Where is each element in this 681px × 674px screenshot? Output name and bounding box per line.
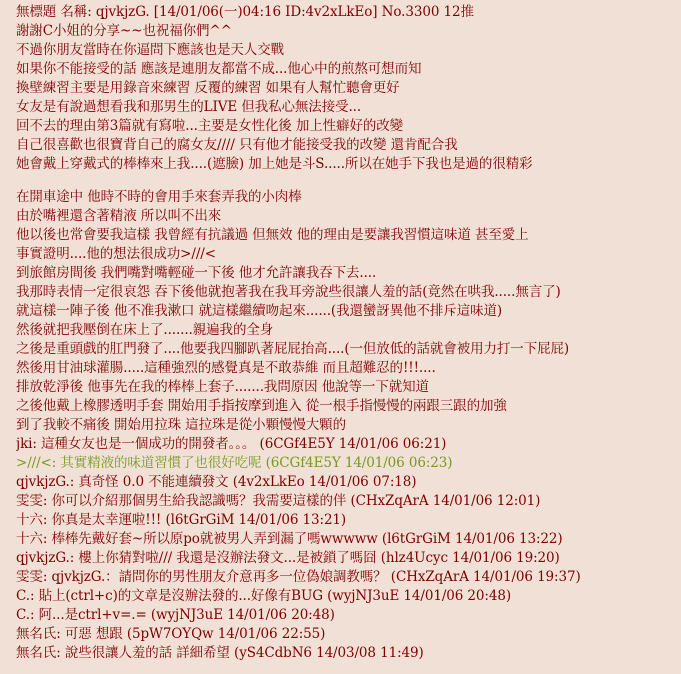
push-reply [16,587,675,606]
push-reply [16,492,675,511]
push-reply-meta: (CHxZqArA 14/01/06 12:01) [350,493,541,509]
post-body-line: 換壁練習主要是用錄音來練習 反覆的練習 如果有人幫忙聽會更好 [16,80,400,96]
post-body-line: 在開車途中 他時不時的會用手來套弄我的小肉棒 [16,189,302,205]
push-reply [16,511,675,530]
push-reply-author: jki [16,436,33,452]
push-reply-text: 可惡 想跟 [64,626,123,642]
push-reply-text: 棒棒先戴好套~所以原po就被男人弄到漏了嗎wwwww [51,531,378,547]
push-reply-text: 說些很讓人羞的話 詳細希望 [64,645,230,661]
push-reply-meta: (6CGf4E5Y 14/01/06 06:21) [259,436,447,452]
push-reply-author: qjvkjzG. [16,550,70,566]
push-reply-separator: : [29,588,39,604]
push-reply-text: 阿...是ctrl+v=.= [38,607,147,623]
push-reply-separator: : [42,512,52,528]
post-subject: 無標題 [16,4,57,20]
push-reply-separator: : [69,474,79,490]
post-header [16,2,675,22]
push-reply [16,454,675,473]
push-reply-meta: (l6tGrGiM 14/01/06 13:22) [381,531,563,547]
push-reply-separator: : [42,531,52,547]
post-body-line: 到旅館房間後 我們嘴對嘴輕碰一下後 他才允許讓我吞下去.... [16,265,377,281]
post-body-line: 到了我較不痛後 開始用拉珠 這拉珠是從小顆慢慢大顆的 [16,417,346,433]
post-name: qjvkjzG. [95,4,150,20]
push-reply-separator: : [29,607,39,623]
push-reply [16,625,675,644]
post-body-line: 由於嘴裡還含著精液 所以叫不出來 [16,208,222,224]
post-body-line: 之後他戴上橡膠透明手套 開始用手指按摩到進入 從一根手指慢慢的兩跟三跟的加強 [16,398,507,414]
push-reply [16,549,675,568]
post-push-count[interactable]: 12推 [443,4,474,20]
post-body-line [16,174,675,188]
push-reply-meta: (6CGf4E5Y 14/01/06 06:23) [265,455,453,471]
push-reply-meta: (CHxZqArA 14/01/06 19:37) [390,569,581,585]
push-reply-author: 十六 [16,512,43,528]
push-reply-separator: : [32,436,42,452]
post-body-line: 女友是有說過想看我和那男生的LIVE 但我私心無法接受... [16,99,362,115]
post-body-line: 排放乾淨後 他事先在我的棒棒上套子.......我問原因 他說等一下就知道 [16,379,429,395]
push-reply-meta: (hlz4Ucyc 14/01/06 19:20) [380,550,560,566]
push-reply-text: 這種女友也是一個成功的開發者。。。 [41,436,256,452]
push-reply-author: C. [16,588,30,604]
push-reply-text: 貼上(ctrl+c)的文章是沒辦法發的...好像有BUG [38,588,323,604]
push-reply-author: qjvkjzG. [16,474,70,490]
post-body-line: 回不去的理由第3篇就有寫啦...主要是女性化後 加上性癖好的改變 [16,118,404,134]
push-reply-author: 十六 [16,531,43,547]
push-reply-text: 你可以介紹那個男生給我認識嗎？我需要這樣的伴 [51,493,347,509]
push-reply-text: 真奇怪 0.0 不能連續發文 [78,474,229,490]
push-reply-author: 雯雯 [16,493,43,509]
push-reply-separator: : [42,569,52,585]
push-reply-text: >///<: 其實精液的味道習慣了也很好吃呢 [16,455,262,471]
push-reply-separator: : [69,550,79,566]
push-reply [16,644,675,663]
push-reply-separator: : [56,645,65,661]
push-reply-meta: (wyjNJ3uE 14/01/06 20:48) [150,607,335,623]
push-reply-text: 樓上你猜對啦/// 我還是沒辦法發文...是被鎖了嗎囧 [78,550,377,566]
push-reply-meta: (wyjNJ3uE 14/01/06 20:48) [327,588,512,604]
post-name-label: 名稱: [60,4,92,20]
post-body [16,22,675,435]
push-reply-separator: : [42,493,52,509]
post-number[interactable]: No.3300 [381,4,440,20]
post-body-line: 然後就把我壓倒在床上了.......親遍我的全身 [16,322,274,338]
post-body-line: 她會戴上穿戴式的棒棒來上我....(遮臉) 加上她是斗S.....所以在她手下我也是過的很精彩 [16,156,533,172]
post-body-line: 不過你朋友當時在你逼問下應該也是天人交戰 [16,42,284,58]
post-body-line: 我那時表情一定很哀怨 吞下後他就抱著我在我耳旁說些很讓人羞的話(竟然在哄我.....無言了) [16,284,561,300]
push-reply [16,606,675,625]
post-body-line: 謝謝C小姐的分享~~也祝福你們^^ [16,23,232,39]
push-reply-author: 雯雯 [16,569,43,585]
push-reply-meta: (yS4CdbN6 14/03/08 11:49) [234,645,424,661]
push-reply-separator: : [56,626,65,642]
push-reply-text: qjvkjzG.：請問你的男性朋友介意再多一位偽娘調教嗎？ [51,569,387,585]
push-reply-meta: (l6tGrGiM 14/01/06 13:21) [165,512,347,528]
push-reply-author: 無名氏 [16,645,57,661]
push-reply-meta: (4v2xLkEo 14/01/06 07:18) [232,474,417,490]
post-datetime: [14/01/06(一)04:16 ID:4v2xLkEo] [153,4,378,20]
push-reply [16,530,675,549]
post-body-line: 如果你不能接受的話 應該是連朋友都當不成...他心中的煎熬可想而知 [16,61,422,77]
post-body-line: 然後用甘油球灌腸.....這種強烈的感覺真是不敢恭維 而且超難忍的!!!.... [16,360,436,376]
push-reply [16,435,675,454]
post-body-line: 他以後也常會要我這樣 我曾經有抗議過 但無效 他的理由是要讓我習慣這味道 甚至愛上 [16,227,529,243]
post-body-line: 事實證明....他的想法很成功>///< [16,246,216,262]
push-replies [16,435,675,663]
push-reply-author: C. [16,607,30,623]
post-body-line: 之後是重頭戲的肛門發了....他要我四腳趴著屁屁抬高....(一但放低的話就會被用力打一下屁屁) [16,341,570,357]
push-reply-meta: (5pW7OYQw 14/01/06 22:55) [126,626,326,642]
post-body-line: 就這樣一陣子後 他不准我漱口 就這樣繼續吻起來......(我還蠻訝異他不排斥這味道) [16,303,503,319]
push-reply-author: 無名氏 [16,626,57,642]
push-reply-text: 你真是太幸運啦!!! [51,512,162,528]
push-reply [16,568,675,587]
post-body-line: 自己很喜歡也很寶背自己的腐女友//// 只有他才能接受我的改變 還肯配合我 [16,137,458,153]
push-reply [16,473,675,492]
